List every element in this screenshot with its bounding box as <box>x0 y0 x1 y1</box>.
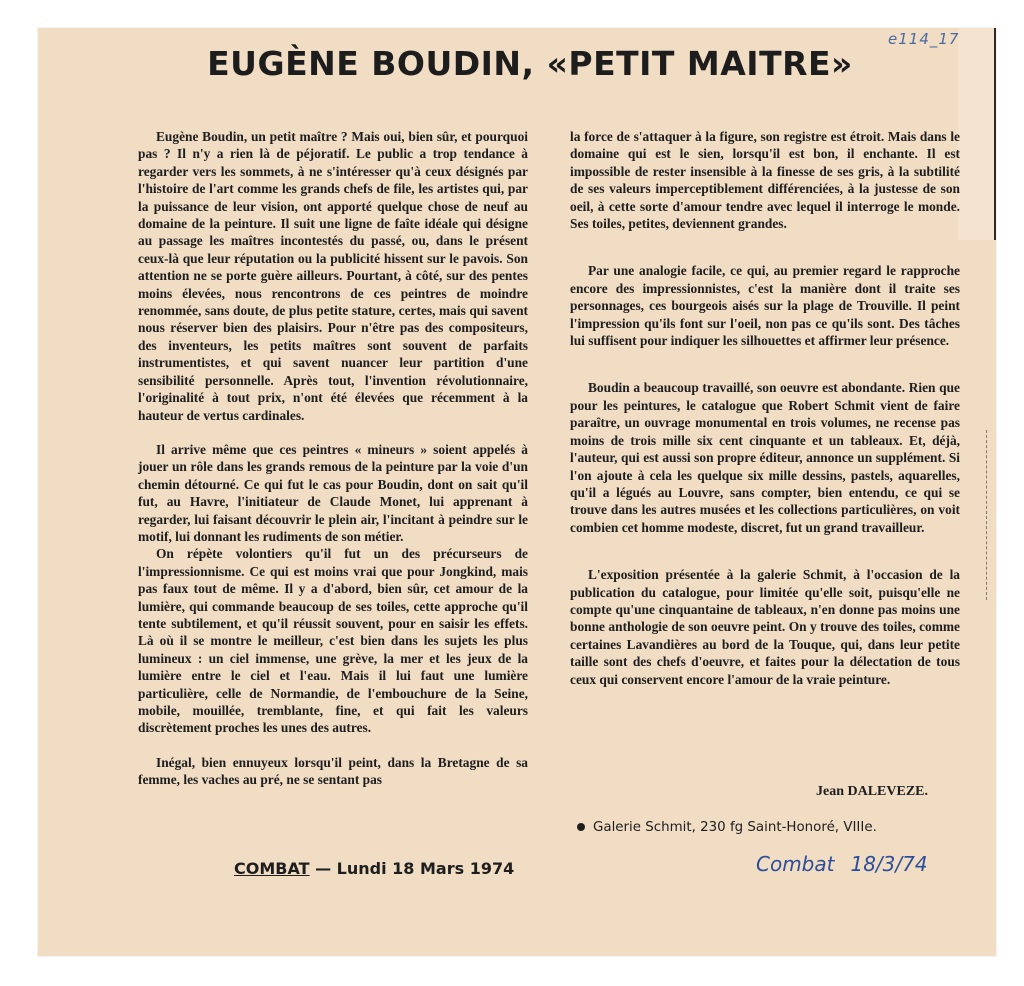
paragraph: Par une analogie facile, ce qui, au premier regard le rapproche encore des impressionnistes, c'est la manière dont il traite ses personnages, ces bourgeois aisés sur la plage de Trouville. Il peint l'impression qu'ils font sur l'oeil, non pas ce qu'ils sont. Des tâches lui suffisent pour indiquer les silhouettes et affirmer leur présence. <box>570 263 960 349</box>
dateline <box>234 859 514 878</box>
author-signature: Jean DALEVEZE. <box>816 784 929 799</box>
paragraph: L'exposition présentée à la galerie Schmit, à l'occasion de la publication du catalogue, pour limitée qu'elle soit, puisqu'elle ne compte qu'une cinquantaine de tableaux, n'en donne pas moins une bonne anthologie de son oeuvre peint. On y trouve des toiles, comme certaines Lavandières au bord de la Touque, qui, dans leur petite taille sont des chefs d'oeuvre, et faites pour la délectation de tous ceux qui conservent encore l'amour de la vraie peinture. <box>570 567 960 687</box>
paragraph: On répète volontiers qu'il fut un des précurseurs de l'impressionnisme. Ce qui est moins vrai que pour Jongkind, mais pas faux tout de même. Il y a d'abord, bien sûr, cet amour de la lumière, qui commande beaucoup de ses toiles, cette approche qu'il tente subtilement, et qu'il réussit souvent, pour en saisir les effets. Là où il se montre le meilleur, c'est bien dans les sujets les plus lumineux : un ciel immense, une grève, la mer et les jeux de la lumière entre le ciel et l'eau. Mais il lui faut une lumière particulière, celle de Normandie, de l'embouchure de la Seine, mobile, mouillée, tremblante, fine, et qui fait les valeurs discrètement proches les unes des autres. <box>138 546 528 736</box>
dateline-separator: — <box>315 859 332 878</box>
paragraph: Il arrive même que ces peintres « mineurs » soient appelés à jouer un rôle dans les grands remous de la peinture par la voie d'un chemin détourné. Ce qui fut le cas pour Boudin, dont on sait qu'il fut, au Havre, l'initiateur de Claude Monet, lui apprenant à regarder, lui faisant découvrir le plein air, l'incitant à peindre sur le motif, lui donnant les rudiments de son métier. <box>138 441 528 544</box>
clipping-tab <box>958 28 996 240</box>
archive-reference: e114_17 <box>888 30 960 48</box>
publication-date: Lundi 18 Mars 1974 <box>336 859 515 878</box>
handwritten-note <box>756 852 928 876</box>
handwritten-source: Combat <box>756 852 835 876</box>
footnote-text: Galerie Schmit, 230 fg Saint-Honoré, VIIIe. <box>593 820 877 835</box>
paragraph: Inégal, bien ennuyeux lorsqu'il peint, dans la Bretagne de sa femme, les vaches au pré, ne se sentant pas <box>138 754 528 788</box>
handwritten-date: 18/3/74 <box>850 852 928 876</box>
edge-marks <box>986 430 993 600</box>
paragraph: Eugène Boudin, un petit maître ? Mais oui, bien sûr, et pourquoi pas ? Il n'y a rien là de péjoratif. Le public a trop tendance à regarder vers les sommets, à ne s'intéresser qu'à ceux désignés par l'histoire de l'art comme les grands chefs de file, les artistes qui, par la puissance de leur vision, ont apporté quelque chose de neuf au domaine de la peinture. Il suit une ligne de faîte idéale qui désigne au passage les maîtres incontestés du passé, ou, dans le présent ceux-là que leur réputation ou la publicité hissent sur le pavois. Son attention ne se porte guère ailleurs. Pourtant, à côté, sur des pentes moins élevées, nous rencontrons de ces peintres de moindre renommée, sans doute, de plus petite stature, certes, mais qui savent nous réserver bien des plaisirs. Pour n'être pas des compositeurs, des inventeurs, les petits maîtres sont souvent de parfaits instrumentistes, et qui savent nuancer leur partition d'une sensibilité personnelle. Après tout, l'invention révolutionnaire, l'originalité à tout prix, n'ont été élevées que récemment à la hauteur de vertus cardinales. <box>138 129 528 423</box>
bullet-icon <box>577 823 585 831</box>
publication-name: COMBAT <box>234 859 310 878</box>
article-column-right <box>570 128 960 688</box>
article-column-left <box>138 128 528 789</box>
paragraph: Boudin a beaucoup travaillé, son oeuvre est abondante. Rien que pour les peintures, le catalogue que Robert Schmit vient de faire paraître, un ouvrage monumental en trois volumes, ne recense pas moins de trois mille six cent cinquante et un tableaux. Et, déjà, l'auteur, qui est aussi son propre éditeur, annonce un supplément. Si l'on ajoute à cela les quelque six mille dessins, pastels, aquarelles, qu'il a légués au Louvre, sans compter, bien entendu, ce qui se trouve dans les autres musées et les collections particulières, on voit combien cet homme modeste, discret, fut un grand travailleur. <box>570 380 960 535</box>
gallery-footnote <box>577 820 877 835</box>
paragraph: la force de s'attaquer à la figure, son registre est étroit. Mais dans le domaine qui est le sien, lorsqu'il est bon, il enchante. Il est impossible de rester insensible à la finesse de ses gris, à la subtilité de ses valeurs imperceptiblement différenciées, à la justesse de son oeil, à cette sorte d'amour tendre avec lequel il interroge le monde. Ses toiles, petites, deviennent grandes. <box>570 129 960 232</box>
article-headline: EUGÈNE BOUDIN, «PETIT MAITRE» <box>207 44 853 83</box>
